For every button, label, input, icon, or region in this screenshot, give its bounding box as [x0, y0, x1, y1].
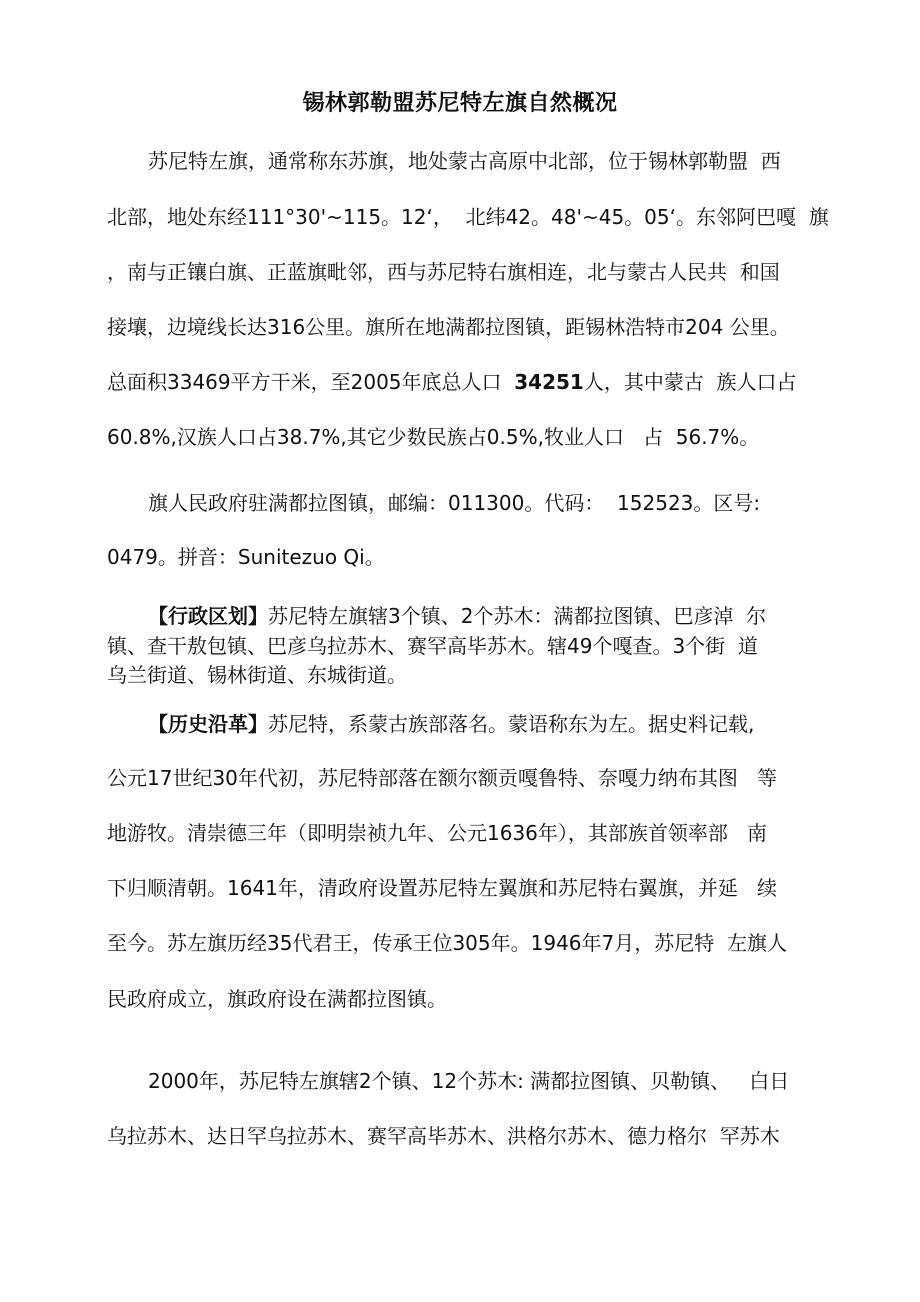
paragraph-line: 苏尼特左旗，通常称东苏旗，地处蒙古高原中北部，位于锡林郭勒盟 西 [148, 149, 781, 173]
paragraph-line: 北部，地处东经111°30'~115。12‘， 北纬42。48'~45。05‘。东邻阿巴嘎 旗 [107, 205, 829, 229]
section-heading: 【历史沿革】 [148, 712, 268, 736]
paragraph-line: 乌兰街道、锡林街道、东城街道。 [107, 663, 407, 687]
text-segment: 人，其中蒙古 族人口占 [583, 370, 797, 394]
paragraph-line: 2000年，苏尼特左旗辖2个镇、12个苏木: 满都拉图镇、贝勒镇、 白日 [148, 1069, 790, 1093]
text-segment: 总面积33469平方干米，至2005年底总人口 [107, 370, 515, 394]
paragraph-line: 至今。苏左旗历经35代君王，传承王位305年。1946年7月，苏尼特 左旗人 [107, 931, 787, 955]
text-segment: 苏尼特，系蒙古族部落名。蒙语称东为左。据史料记载, [268, 712, 755, 736]
paragraph-line: 60.8%,汉族人口占38.7%,其它少数民族占0.5%,牧业人口 占 56.7%。 [107, 425, 760, 449]
section-heading: 【行政区划】 [148, 604, 268, 628]
paragraph-line: 旗人民政府驻满都拉图镇，邮编：011300。代码： 152523。区号: [148, 491, 761, 515]
text-segment: 苏尼特左旗辖3个镇、2个苏木：满都拉图镇、巴彦淖 尔 [268, 604, 767, 628]
paragraph-line: 民政府成立，旗政府设在满都拉图镇。 [107, 987, 447, 1011]
paragraph-line: 下归顺清朝。1641年，清政府设置苏尼特左翼旗和苏尼特右翼旗，并延 续 [107, 876, 777, 900]
paragraph-line [148, 600, 766, 629]
population-value: 34251 [514, 370, 584, 394]
document-title: 锡林郭勒盟苏尼特左旗自然概况 [302, 91, 618, 116]
paragraph-line: 公元17世纪30年代初，苏尼特部落在额尔额贡嘎鲁特、奈嘎力纳布其图 等 [107, 766, 777, 790]
paragraph-line: 0479。拼音：Sunitezuo Qi。 [107, 545, 385, 569]
paragraph-line [107, 366, 797, 395]
paragraph-line: 镇、查干敖包镇、巴彦乌拉苏木、赛罕高毕苏木。辖49个嘎查。3个街 道 [107, 634, 758, 658]
paragraph-line: 乌拉苏木、达日罕乌拉苏木、赛罕高毕苏木、洪格尔苏木、德力格尔 罕苏木 [107, 1124, 780, 1148]
paragraph-line: ，南与正镶白旗、正蓝旗毗邻，西与苏尼特右旗相连，北与蒙古人民共 和国 [107, 260, 780, 284]
paragraph-line: 地游牧。清崇德三年（即明崇祯九年、公元1636年），其部族首领率部 南 [107, 821, 767, 845]
paragraph-line [148, 708, 754, 737]
paragraph-line: 接壤，边境线长达316公里。旗所在地满都拉图镇，距锡林浩特市204 公里。 [107, 315, 790, 339]
